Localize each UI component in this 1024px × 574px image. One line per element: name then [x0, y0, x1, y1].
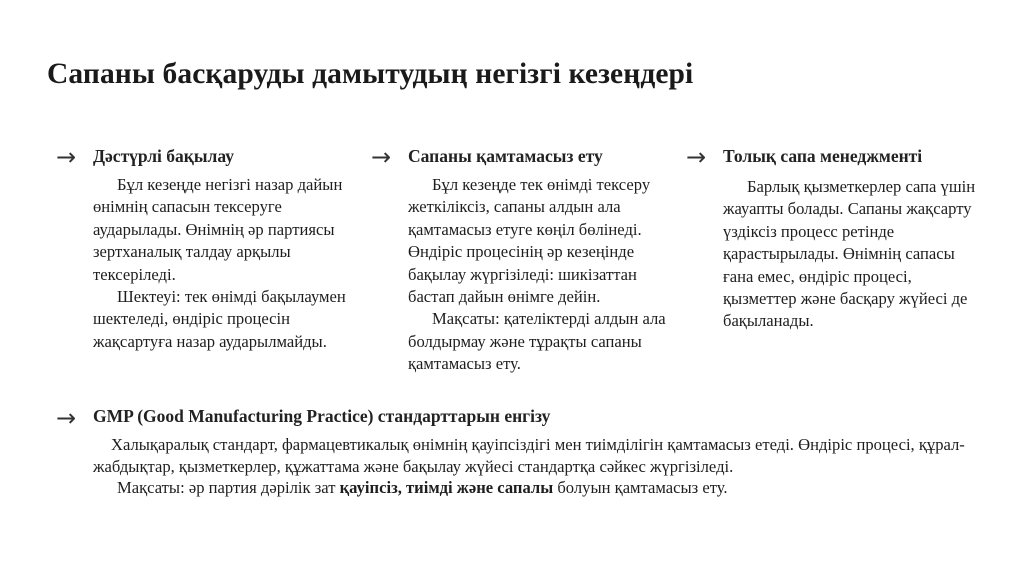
stage-heading-quality-assurance: Сапаны қамтамасыз ету	[408, 146, 603, 166]
gmp-goal-prefix: Мақсаты: әр партия дәрілік зат	[117, 478, 340, 497]
stage-heading-traditional-control: Дәстүрлі бақылау	[93, 146, 234, 166]
stage-paragraph: Бұл кезеңде негізгі назар дайын өнімнің сапасын тексеруге аударылады. Өнімнің әр партиясы зертханалық талдау арқылы тексеріледі.	[93, 175, 343, 284]
stage-heading-total-quality-management: Толық сапа менеджменті	[723, 146, 923, 166]
gmp-goal-suffix: болуын қамтамасыз ету.	[553, 478, 728, 497]
arrow-right-icon: →	[371, 143, 392, 171]
stage-description-traditional-control	[93, 174, 369, 353]
arrow-right-icon: →	[686, 143, 707, 171]
arrow-right-icon: →	[56, 404, 77, 432]
stage-description-quality-assurance	[408, 174, 686, 376]
stage-description-total-quality-management	[723, 176, 989, 333]
gmp-description	[93, 434, 993, 499]
stage-paragraph: Барлық қызметкерлер сапа үшін жауапты болады. Сапаны жақсарту үздіксіз процесс ретінде қарастырылады. Өнімнің сапасы ғана емес, өндіріс процесі, қызметтер және басқару жүйесі де бақыланады.	[723, 177, 976, 331]
gmp-paragraph: Халықаралық стандарт, фармацевтикалық өнімнің қауіпсіздігі мен тиімділігін қамтамасыз етеді. Өндіріс процесі, құрал-жабдықтар, қызметкерлер, құжаттама және бақылау жүйесі стандартқа сәйкес жүргізіледі.	[93, 435, 965, 476]
arrow-right-icon: →	[56, 143, 77, 171]
stage-paragraph: Бұл кезеңде тек өнімді тексеру жеткіліксіз, сапаны алдын ала қамтамасыз етуге көңіл бөлінеді. Өндіріс процесінің әр кезеңінде бақылау жүргізіледі: шикізаттан бастап дайын өнімге дейін.	[408, 175, 651, 307]
gmp-heading: GMP (Good Manufacturing Practice) стандарттарын енгізу	[93, 406, 551, 426]
gmp-goal	[93, 477, 993, 499]
stage-paragraph: Шектеуі: тек өнімді бақылаумен шектеледі, өндіріс процесін жақсартуға назар аударылмайды.	[93, 287, 346, 351]
stage-paragraph: Мақсаты: қателіктерді алдын ала болдырмау және тұрақты сапаны қамтамасыз ету.	[408, 309, 666, 374]
page-title: Сапаны басқаруды дамытудың негізгі кезеңдері	[47, 58, 694, 90]
gmp-goal-emphasis: қауіпсіз, тиімді және сапалы	[339, 478, 554, 497]
